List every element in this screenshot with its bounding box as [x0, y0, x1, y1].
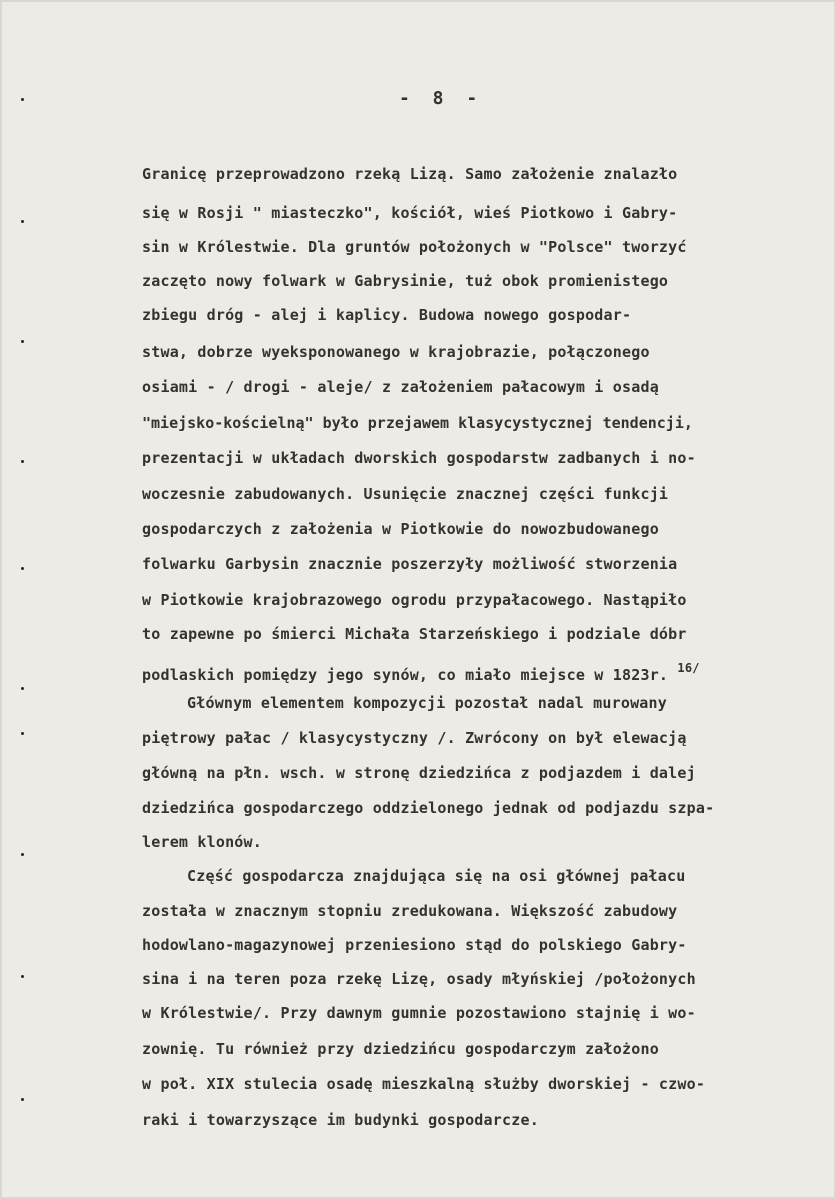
text-line-content: podlaskich pomiędzy jego synów, co miało miejsce w 1823r.: [142, 666, 669, 684]
text-line: lerem klonów.: [142, 833, 262, 851]
text-line: osiami - / drogi - aleje/ z założeniem pałacowym i osadą: [142, 378, 659, 396]
text-line: piętrowy pałac / klasycystyczny /. Zwrócony on był elewacją: [142, 729, 687, 747]
text-line: to zapewne po śmierci Michała Starzeńskiego i podziale dóbr: [142, 625, 687, 643]
text-line: w Królestwie/. Przy dawnym gumnie pozostawiono stajnię i wo-: [142, 1004, 696, 1022]
text-line: sin w Królestwie. Dla gruntów położonych w "Polsce" tworzyć: [142, 238, 687, 256]
text-line: zaczęto nowy folwark w Gabrysinie, tuż obok promienistego: [142, 272, 669, 290]
text-line: Głównym elementem kompozycji pozostał nadal murowany: [187, 694, 667, 712]
margin-dot: [21, 732, 24, 735]
text-line: zbiegu dróg - alej i kaplicy. Budowa nowego gospodar-: [142, 306, 632, 324]
text-line: Granicę przeprowadzono rzeką Lizą. Samo założenie znalazło: [142, 165, 678, 183]
margin-dot: [21, 340, 24, 343]
footnote-marker: 16/: [677, 661, 700, 675]
margin-dot: [21, 460, 24, 463]
margin-dot: [21, 98, 24, 101]
text-line: została w znacznym stopniu zredukowana. Większość zabudowy: [142, 902, 678, 920]
text-line: hodowlano-magazynowej przeniesiono stąd do polskiego Gabry-: [142, 936, 687, 954]
margin-dot: [21, 567, 24, 570]
text-line: dziedzińca gospodarczego oddzielonego jednak od podjazdu szpa-: [142, 799, 715, 817]
text-line: stwa, dobrze wyeksponowanego w krajobrazie, połączonego: [142, 343, 650, 361]
text-line: sina i na teren poza rzekę Lizę, osady młyńskiej /położonych: [142, 970, 696, 988]
text-line: w Piotkowie krajobrazowego ogrodu przypałacowego. Nastąpiło: [142, 591, 687, 609]
margin-dot: [21, 1098, 24, 1101]
text-line: gospodarczych z założenia w Piotkowie do nowozbudowanego: [142, 520, 659, 538]
margin-dot: [21, 975, 24, 978]
text-line: Część gospodarcza znajdująca się na osi głównej pałacu: [187, 867, 686, 885]
text-line: [142, 659, 700, 684]
text-line: w poł. XIX stulecia osadę mieszkalną służby dworskiej - czwo-: [142, 1075, 706, 1093]
text-line: zownię. Tu również przy dziedzińcu gospodarczym założono: [142, 1040, 659, 1058]
text-line: główną na płn. wsch. w stronę dziedzińca z podjazdem i dalej: [142, 764, 696, 782]
margin-dot: [21, 853, 24, 856]
text-line: "miejsko-kościelną" było przejawem klasycystycznej tendencji,: [142, 414, 693, 432]
text-line: raki i towarzyszące im budynki gospodarcze.: [142, 1111, 539, 1129]
margin-dot: [21, 220, 24, 223]
text-line: prezentacji w układach dworskich gospodarstw zadbanych i no-: [142, 449, 696, 467]
text-line: woczesnie zabudowanych. Usunięcie znacznej części funkcji: [142, 485, 669, 503]
page-number: - 8 -: [399, 88, 484, 109]
margin-dot: [21, 687, 24, 690]
text-line: się w Rosji " miasteczko", kościół, wieś Piotkowo i Gabry-: [142, 204, 678, 222]
text-line: folwarku Garbysin znacznie poszerzyły możliwość stworzenia: [142, 555, 678, 573]
